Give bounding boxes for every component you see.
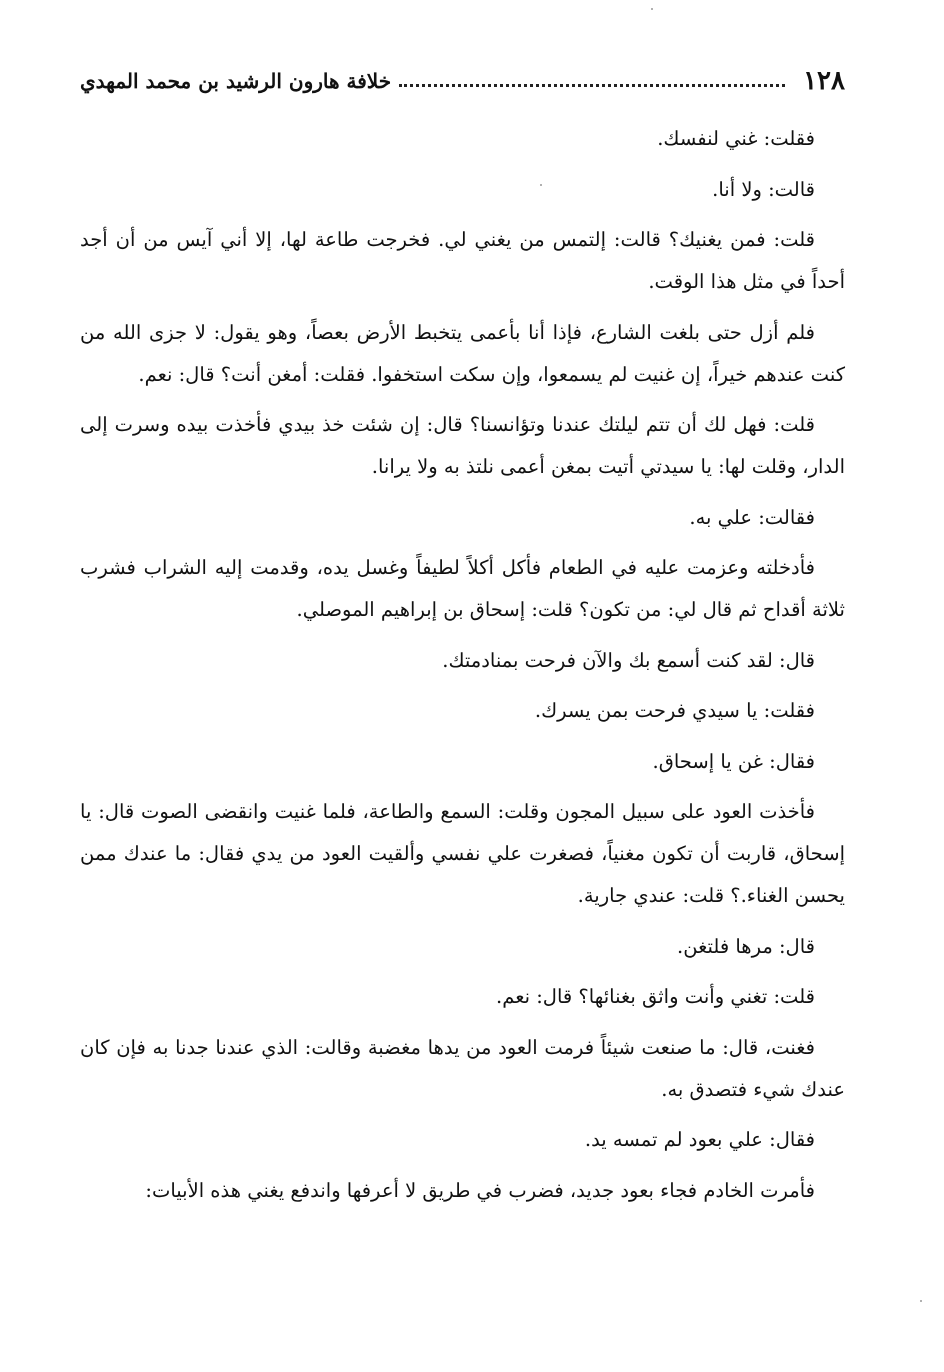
paragraph: فقلت: يا سيدي فرحت بمن يسرك. [534, 699, 815, 722]
running-title: خلافة هارون الرشيد بن محمد المهدي [80, 69, 392, 93]
scan-speck [920, 1300, 922, 1302]
running-header [80, 62, 845, 100]
paragraph: قال: مرها فلتغن. [677, 934, 815, 958]
paragraph: فأدخلته وعزمت عليه في الطعام فأكل أكلاً لطيفاً وغسل يده، وقدمت إليه الشراب فشرب ثلاثة أقداح ثم قال لي: من تكون؟ قلت: إسحاق بن إبراهيم الموصلي. [80, 556, 845, 621]
paragraph: فقالت: علي به. [689, 505, 815, 529]
paragraph: فقال: علي بعود لم تمسه يد. [584, 1128, 815, 1151]
paragraph: فقلت: غني لنفسك. [657, 127, 815, 150]
paragraph: فلم أزل حتى بلغت الشارع، فإذا أنا بأعمى يتخبط الأرض بعصاً، وهو يقول: لا جزى الله من كنت عندهم خيراً، إن غنيت لم يسمعوا، وإن سكت استخفوا. فقلت: أمغن أنت؟ قال: نعم. [80, 320, 845, 386]
paragraph: فقال: غن يا إسحاق. [652, 749, 815, 773]
paragraph: فأمرت الخادم فجاء بعود جديد، فضرب في طريق لا أعرفها واندفع يغني هذه الأبيات: [145, 1178, 815, 1202]
scan-speck [651, 8, 653, 10]
paragraph: قلت: فهل لك أن تتم ليلتك عندنا وتؤانسنا؟ قال: إن شئت خذ بيدي فأخذت بيده وسرت إلى الدار، وقلت لها: يا سيدتي أتيت بمغن أعمى نلتذ به ولا يرانا. [80, 413, 845, 478]
body-text [80, 118, 845, 1220]
paragraph: قالت: ولا أنا. [712, 177, 815, 201]
paragraph: فأخذت العود على سبيل المجون وقلت: السمع والطاعة، فلما غنيت وانقضى الصوت قال: يا إسحاق، قاربت أن تكون مغنياً، فصغرت علي نفسي وألقيت العود من يدي فقال: ما عندك ممن يحسن الغناء.؟ قلت: عندي جارية. [80, 800, 845, 907]
paragraph: قال: لقد كنت أسمع بك والآن فرحت بمنادمتك. [442, 648, 815, 672]
paragraph: فغنت، قال: ما صنعت شيئاً فرمت العود من يدها مغضبة وقالت: الذي عندنا جدنا به فإن كان عندك شيء فتصدق به. [80, 1035, 845, 1101]
page-number: ١٢٨ [803, 66, 845, 96]
header-dot-leader [399, 84, 785, 87]
scan-speck [540, 184, 542, 186]
paragraph: قلت: فمن يغنيك؟ قالت: إلتمس من يغني لي. فخرجت طاعة لها، إلا أني آيس من أن أجد أحداً في مثل هذا الوقت. [80, 228, 845, 293]
paragraph: قلت: تغني وأنت واثق بغنائها؟ قال: نعم. [496, 985, 815, 1008]
